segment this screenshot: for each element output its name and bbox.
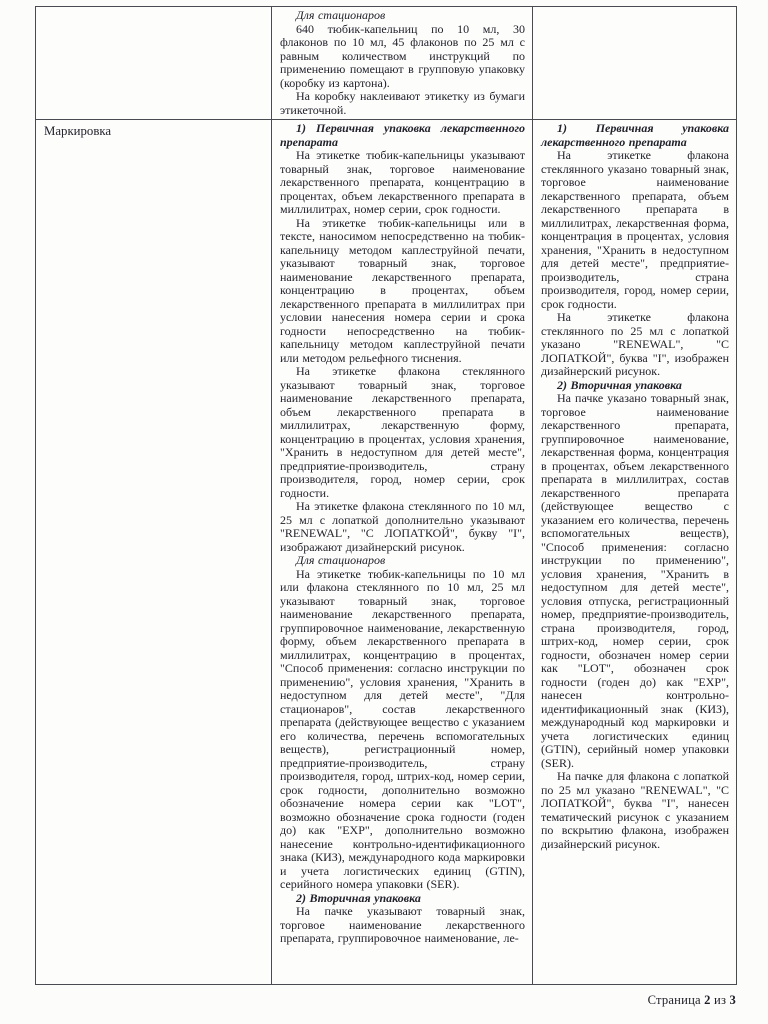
cell-packaging-continuation-text [271,7,533,119]
section-label-marking: Маркировка [44,124,112,138]
paragraph: На пачке для флакона с лопаткой по 25 мл указано "RENEWAL", "С ЛОПАТКОЙ", буква "I", нанесен тематический рисунок с указанием по вскрытию флакона, изображен дизайнерский рисунок. [541,769,729,851]
footer-page-total: 3 [729,993,736,1007]
paragraph: 1) Первичная упаковка лекарственного препарата [280,121,525,149]
paragraph: На этикетке тюбик-капельницы указывают товарный знак, торговое наименование лекарственного препарата, концентрацию в процентах, объем лекарственного препарата в миллилитрах, номер серии, срок годности. [280,148,525,216]
paragraph: На этикетке тюбик-капельницы по 10 мл или флакона стеклянного по 10 мл, 25 мл указывают товарный знак, торговое наименование лекарственного препарата, группировочное наименование, лекарственную форму, объем лекарственного препарата в миллилитрах, концентрацию в процентах, "Способ применения: согласно инструкции по применению", условия хранения, "Хранить в недоступном для детей месте", "Для стационаров", состав лекарственного препарата (действующее вещество с указанием его количества, перечень вспомогательных веществ), регистрационный номер, предприятие-производитель, страну производителя, город, штрих-код, номер серии, срок годности, дополнительно возможно обозначение номера серии как "LOT", возможно обозначение срока годности (годен до) как "EXP", дополнительно возможно нанесение контрольно-идентификационного знака (КИЗ), международного кода маркировки и учета логистических единиц (GTIN), серийного номера упаковки (SER). [280,566,525,891]
cell-empty-right [533,7,736,119]
footer-of-label: из [714,993,727,1007]
paragraph: 2) Вторичная упаковка [296,890,421,905]
paragraph: 1) Первичная упаковка лекарственного препарата [541,121,729,149]
paragraph: На пачке указывают товарный знак, торговое наименование лекарственного препарата, группировочное наименование, ле- [280,904,525,945]
cell-marking-details-middle [271,120,533,984]
specification-table [35,6,737,985]
paragraph: На пачке указано товарный знак, торговое наименование лекарственного препарата, группировочное наименование, лекарственная форма, концентрация в процентах, объем лекарственного препарата в миллилитрах, состав лекарственного препарата (действующее вещество с указанием его количества, перечень вспомогательных веществ), "Способ применения: согласно инструкции по применению", условия хранения, "Хранить в недоступном для детей месте", условия отпуска, регистрационный номер, предприятие-производитель, страна производителя, город, штрих-код, номер серии, срок годности, обозначен номер серии как "LOT", обозначен срок годности (годен до) как "EXP", нанесен контрольно-идентификационный знак (КИЗ), международный код маркировки и учета логистических единиц (GTIN), серийный номер упаковки (SER). [541,391,729,770]
paragraph: Для стационаров [296,553,386,567]
paragraph: 640 тюбик-капельниц по 10 мл, 30 флаконов по 10 мл, 45 флаконов по 25 мл с равным количеством инструкций по применению помещают в групповую упаковку (коробку из картона). [280,21,525,90]
cell-empty-left [36,7,271,119]
paragraph: На этикетке флакона стеклянного указывают товарный знак, торговое наименование лекарственного препарата, объем лекарственного препарата в миллилитрах, лекарственную форму, концентрацию в процентах, условия хранения, "Хранить в недоступном для детей месте", предприятие-производитель, страну производителя, город, номер серии, срок годности. [280,364,525,500]
paragraph: На коробку наклеивают этикетку из бумаги этикеточной. [280,89,525,117]
paragraph: Для стационаров [296,8,386,22]
paragraph: На этикетке флакона стеклянного указано товарный знак, торговое наименование лекарственного препарата, объем лекарственного препарата в миллилитрах, лекарственная форма, концентрация в процентах, условия хранения, "Хранить в недоступном для детей месте", предприятие-производитель, страна производителя, город, номер серии, срок годности. [541,148,729,311]
paragraph: На этикетке флакона стеклянного по 25 мл с лопаткой указано "RENEWAL", "С ЛОПАТКОЙ", буква "I", изображен дизайнерский рисунок. [541,310,729,378]
paragraph: На этикетке флакона стеклянного по 10 мл, 25 мл с лопаткой дополнительно указывают "RENEWAL", "С ЛОПАТКОЙ", букву "I", изображают дизайнерский рисунок. [280,499,525,554]
cell-marking-label [36,120,271,984]
footer-page-number: 2 [704,993,711,1007]
page-footer [648,993,736,1008]
paragraph: На этикетке тюбик-капельницы или в тексте, наносимом непосредственно на тюбик-капельницу методом каплеструйной печати, указывают товарный знак, торговое наименование лекарственного препарата, концентрацию в процентах, объем лекарственного препарата в миллилитрах при условии нанесения номера серии и срока годности непосредственно на тюбик-капельницу методом каплеструйной печати или методом рельефного тиснения. [280,215,525,365]
table-row-marking [36,119,736,984]
table-row-packaging-continuation [36,7,736,119]
footer-label: Страница [647,993,701,1007]
paragraph: 2) Вторичная упаковка [557,377,682,392]
cell-marking-details-right [533,120,736,984]
